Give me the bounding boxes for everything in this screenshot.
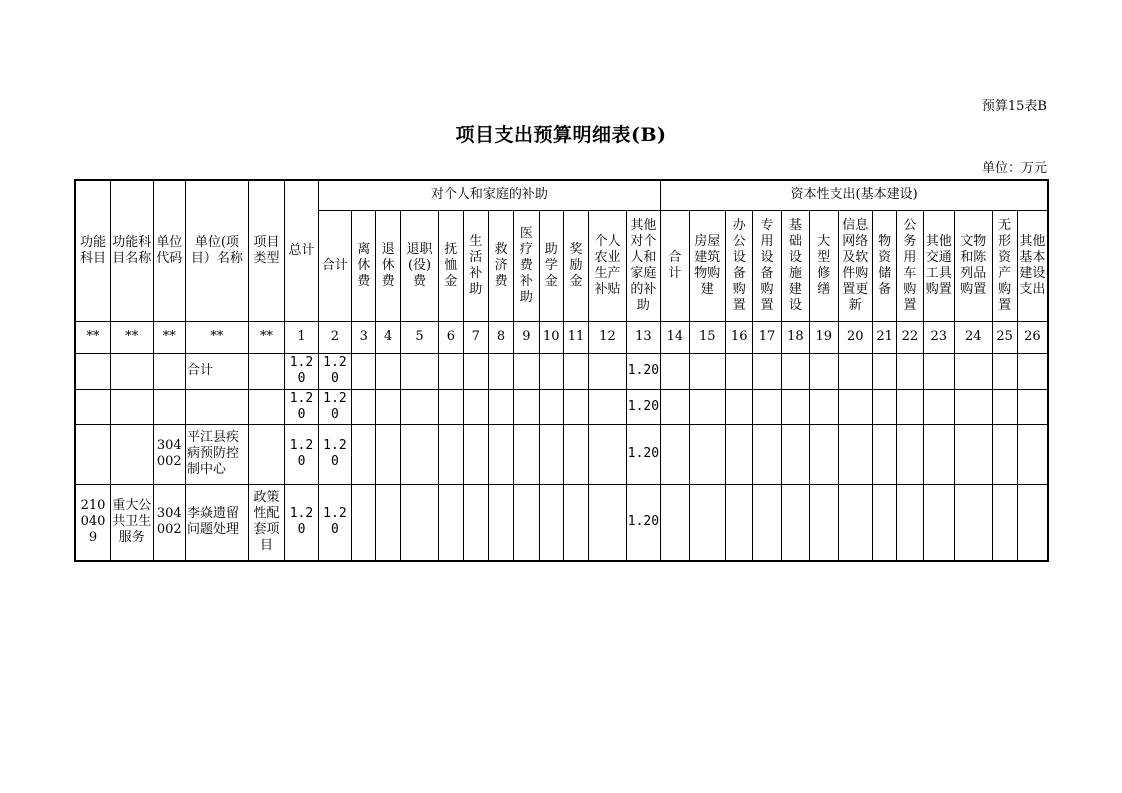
cell-empty (781, 353, 809, 389)
cell-empty (400, 389, 439, 424)
cell-empty (753, 484, 781, 561)
col-proj-type: 项目类型 (248, 180, 284, 321)
index-cell: 12 (589, 321, 626, 353)
cell-empty (352, 484, 376, 561)
cell-empty (514, 389, 539, 424)
cell-total: 1.20 (285, 353, 318, 389)
subsidy-col: 抚恤金 (439, 210, 463, 321)
col-unit-code: 单位代码 (153, 180, 185, 321)
cell-proj-type (248, 389, 284, 424)
cell-empty (589, 484, 626, 561)
cell-empty (488, 389, 513, 424)
col-total: 总计 (285, 180, 318, 321)
table-row (75, 353, 1048, 389)
cell-empty (376, 484, 400, 561)
index-cell: ** (75, 321, 110, 353)
index-cell: 26 (1017, 321, 1048, 353)
cell-empty (992, 424, 1017, 484)
cell-empty (463, 424, 488, 484)
cell-empty (992, 484, 1017, 561)
cell-func (75, 424, 110, 484)
cell-empty (897, 484, 923, 561)
cell-empty (955, 424, 992, 484)
cell-empty (539, 353, 563, 389)
cell-empty (352, 353, 376, 389)
index-cell: 9 (514, 321, 539, 353)
subsidy-col: 退职(役)费 (400, 210, 439, 321)
capital-col: 大型修缮 (810, 210, 838, 321)
cell-unit-code: 304002 (153, 424, 185, 484)
table-row (75, 389, 1048, 424)
cell-empty (838, 424, 872, 484)
cell-proj-type (248, 353, 284, 389)
cell-empty (838, 353, 872, 389)
cell-empty (955, 484, 992, 561)
cell-empty (992, 353, 1017, 389)
cell-empty (376, 424, 400, 484)
cell-empty (514, 353, 539, 389)
table-row (75, 424, 1048, 484)
cell-empty (810, 484, 838, 561)
cell-empty (689, 484, 725, 561)
index-cell: 7 (463, 321, 488, 353)
cell-empty (1017, 484, 1048, 561)
cell-func-name (110, 353, 153, 389)
capital-col: 基础设施建设 (781, 210, 809, 321)
index-cell: ** (248, 321, 284, 353)
cell-empty (1017, 353, 1048, 389)
cell-func (75, 389, 110, 424)
cell-func-name (110, 389, 153, 424)
cell-empty (781, 484, 809, 561)
cell-empty (872, 484, 896, 561)
capital-col: 专用设备购置 (753, 210, 781, 321)
cell-empty (539, 424, 563, 484)
form-code: 预算15表B (981, 99, 1047, 114)
capital-col: 其他交通工具购置 (923, 210, 954, 321)
index-cell: 4 (376, 321, 400, 353)
cell-empty (514, 424, 539, 484)
cell-empty (463, 484, 488, 561)
subsidy-col: 退休费 (376, 210, 400, 321)
cell-unit-name: 平江县疾病预防控制中心 (185, 424, 248, 484)
cell-empty (810, 389, 838, 424)
cell-func (75, 353, 110, 389)
cell-empty (589, 353, 626, 389)
cell-empty (661, 389, 689, 424)
subsidy-col: 生活补助 (463, 210, 488, 321)
cell-unit-name: 合计 (185, 353, 248, 389)
subsidy-col: 救济费 (488, 210, 513, 321)
cell-empty (589, 424, 626, 484)
col-func-name: 功能科目名称 (110, 180, 153, 321)
subsidy-col: 合计 (318, 210, 351, 321)
index-cell: 22 (897, 321, 923, 353)
cell-empty (897, 353, 923, 389)
cell-empty (923, 353, 954, 389)
cell-empty (563, 389, 588, 424)
index-cell: ** (153, 321, 185, 353)
cell-empty (563, 353, 588, 389)
index-cell: 15 (689, 321, 725, 353)
cell-empty (872, 353, 896, 389)
capital-col: 合计 (661, 210, 689, 321)
index-cell: 19 (810, 321, 838, 353)
index-cell: 17 (753, 321, 781, 353)
cell-empty (810, 353, 838, 389)
cell-sub-total: 1.20 (318, 484, 351, 561)
cell-empty (439, 484, 463, 561)
cell-unit-code (153, 353, 185, 389)
index-cell: 11 (563, 321, 588, 353)
col-unit-name: 单位(项目）名称 (185, 180, 248, 321)
capital-col: 办公设备购置 (726, 210, 753, 321)
table-row (75, 484, 1048, 561)
cell-empty (400, 424, 439, 484)
cell-empty (439, 353, 463, 389)
cell-empty (463, 353, 488, 389)
cell-empty (376, 353, 400, 389)
cell-empty (514, 484, 539, 561)
capital-col: 其他基本建设支出 (1017, 210, 1048, 321)
cell-empty (753, 353, 781, 389)
cell-empty (400, 353, 439, 389)
cell-empty (872, 389, 896, 424)
subsidy-col: 离休费 (352, 210, 376, 321)
cell-empty (781, 389, 809, 424)
cell-empty (439, 389, 463, 424)
index-cell: 23 (923, 321, 954, 353)
index-cell: 14 (661, 321, 689, 353)
cell-empty (726, 353, 753, 389)
cell-empty (689, 353, 725, 389)
cell-empty (352, 424, 376, 484)
cell-empty (753, 424, 781, 484)
capital-col: 房屋建筑物购建 (689, 210, 725, 321)
index-cell: 3 (352, 321, 376, 353)
cell-empty (400, 484, 439, 561)
cell-empty (661, 353, 689, 389)
page-title: 项目支出预算明细表(B) (455, 124, 667, 146)
cell-empty (992, 389, 1017, 424)
cell-empty (689, 424, 725, 484)
index-cell: 5 (400, 321, 439, 353)
subsidy-col: 医疗费补助 (514, 210, 539, 321)
cell-empty (726, 484, 753, 561)
cell-empty (955, 353, 992, 389)
group-subsidy: 对个人和家庭的补助 (318, 180, 660, 210)
index-cell: 25 (992, 321, 1017, 353)
subsidy-col: 个人农业生产补贴 (589, 210, 626, 321)
cell-empty (1017, 424, 1048, 484)
cell-sub-total: 1.20 (318, 424, 351, 484)
cell-empty (488, 424, 513, 484)
budget-table (74, 179, 1049, 562)
cell-empty (689, 389, 725, 424)
index-cell: 20 (838, 321, 872, 353)
index-cell: 6 (439, 321, 463, 353)
cell-empty (810, 424, 838, 484)
index-cell: 8 (488, 321, 513, 353)
cell-empty (897, 424, 923, 484)
cell-empty (563, 424, 588, 484)
capital-col: 文物和陈列品购置 (955, 210, 992, 321)
cell-func-name: 重大公共卫生服务 (110, 484, 153, 561)
cell-empty (539, 389, 563, 424)
index-cell: 16 (726, 321, 753, 353)
cell-proj-type: 政策性配套项目 (248, 484, 284, 561)
cell-empty (726, 389, 753, 424)
cell-total: 1.20 (285, 389, 318, 424)
capital-col: 无形资产购置 (992, 210, 1017, 321)
cell-other-subsidy: 1.20 (626, 484, 660, 561)
cell-empty (1017, 389, 1048, 424)
cell-empty (753, 389, 781, 424)
cell-total: 1.20 (285, 424, 318, 484)
cell-func: 2100409 (75, 484, 110, 561)
cell-empty (838, 484, 872, 561)
group-capital: 资本性支出(基本建设) (661, 180, 1048, 210)
cell-empty (897, 389, 923, 424)
cell-empty (589, 389, 626, 424)
index-cell: 10 (539, 321, 563, 353)
cell-func-name (110, 424, 153, 484)
cell-empty (838, 389, 872, 424)
index-row (75, 321, 1048, 353)
subsidy-col: 助学金 (539, 210, 563, 321)
cell-other-subsidy: 1.20 (626, 353, 660, 389)
cell-unit-code (153, 389, 185, 424)
capital-col: 物资储备 (872, 210, 896, 321)
cell-empty (463, 389, 488, 424)
capital-col: 信息网络及软件购置更新 (838, 210, 872, 321)
cell-empty (955, 389, 992, 424)
cell-empty (539, 484, 563, 561)
cell-empty (781, 424, 809, 484)
index-cell: 21 (872, 321, 896, 353)
capital-col: 公务用车购置 (897, 210, 923, 321)
cell-other-subsidy: 1.20 (626, 424, 660, 484)
index-cell: ** (110, 321, 153, 353)
unit-label: 单位：万元 (981, 161, 1047, 176)
cell-unit-code: 304002 (153, 484, 185, 561)
cell-empty (376, 389, 400, 424)
index-cell: 24 (955, 321, 992, 353)
col-func: 功能科目 (75, 180, 110, 321)
cell-empty (661, 424, 689, 484)
cell-unit-name (185, 389, 248, 424)
cell-empty (872, 424, 896, 484)
cell-other-subsidy: 1.20 (626, 389, 660, 424)
index-cell: 2 (318, 321, 351, 353)
subsidy-col: 其他对个人和家庭的补助 (626, 210, 660, 321)
cell-empty (488, 353, 513, 389)
cell-proj-type (248, 424, 284, 484)
cell-empty (923, 389, 954, 424)
cell-empty (726, 424, 753, 484)
cell-empty (439, 424, 463, 484)
cell-total: 1.20 (285, 484, 318, 561)
header-row-groups (75, 180, 1048, 210)
cell-empty (923, 424, 954, 484)
index-cell: 18 (781, 321, 809, 353)
cell-empty (923, 484, 954, 561)
cell-empty (488, 484, 513, 561)
subsidy-col: 奖励金 (563, 210, 588, 321)
cell-sub-total: 1.20 (318, 389, 351, 424)
cell-empty (352, 389, 376, 424)
cell-sub-total: 1.20 (318, 353, 351, 389)
index-cell: 13 (626, 321, 660, 353)
index-cell: 1 (285, 321, 318, 353)
cell-empty (661, 484, 689, 561)
cell-empty (563, 484, 588, 561)
cell-unit-name: 李焱遗留问题处理 (185, 484, 248, 561)
index-cell: ** (185, 321, 248, 353)
